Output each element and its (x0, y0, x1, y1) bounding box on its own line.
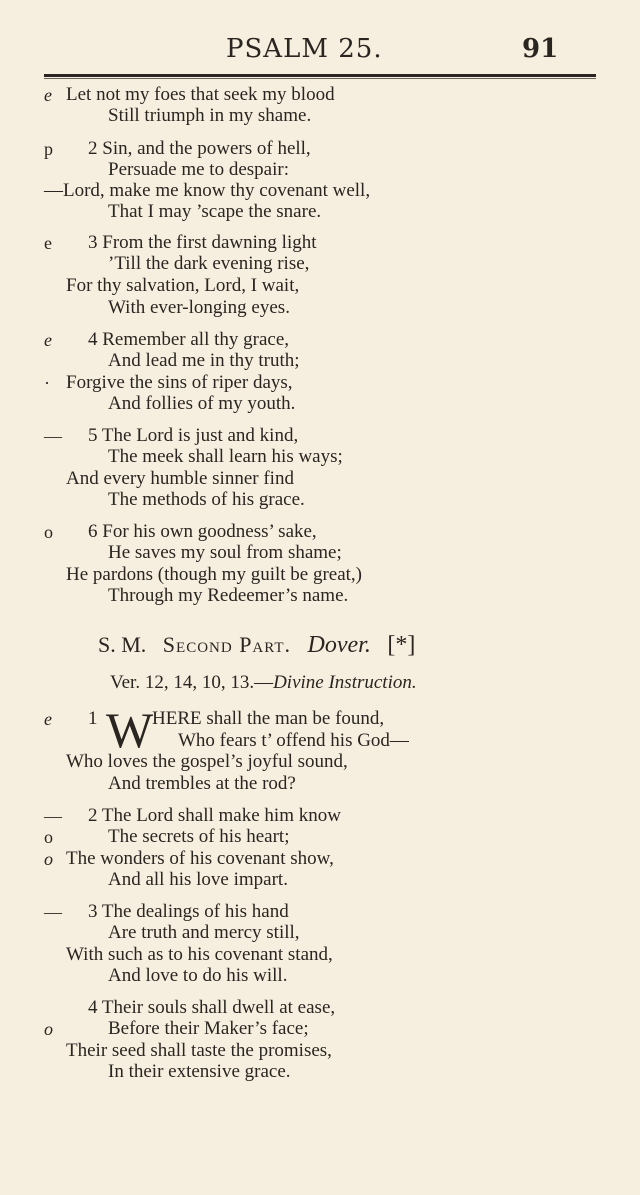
dynamics-mark: — (44, 806, 62, 826)
verse-line: With ever-longing eyes. (108, 297, 290, 318)
dynamics-mark: e (44, 85, 52, 105)
verse-number: 1 (88, 708, 98, 729)
tune-name: Dover. (307, 632, 371, 658)
verse-line: 4 Their souls shall dwell at ease, (88, 997, 336, 1018)
dynamics-mark: e (44, 330, 52, 350)
verse-line: Let not my foes that seek my blood (66, 84, 335, 105)
dynamics-mark: p (44, 139, 53, 159)
dynamics-mark: o (44, 849, 53, 869)
header-rule (44, 74, 596, 77)
verse-line: That I may ’scape the snare. (108, 201, 322, 222)
verse-line: —Lord, make me know thy covenant well, (44, 180, 371, 201)
dynamics-mark: o (44, 522, 53, 542)
verse-line: The methods of his grace. (108, 489, 305, 510)
meter: S. M. (98, 632, 147, 657)
verse-line: Still triumph in my shame. (108, 105, 312, 126)
verse-line: HERE shall the man be found, (152, 708, 385, 729)
verse-line: The secrets of his heart; (108, 826, 290, 847)
verse-line: He saves my soul from shame; (108, 542, 342, 563)
verse-line: Who loves the gospel’s joyful sound, (66, 751, 348, 772)
verse-line: 3 The dealings of his hand (88, 901, 289, 922)
part-title: Second Part. (162, 632, 292, 657)
psalm-title: PSALM 25. (226, 34, 383, 64)
verse-line: Forgive the sins of riper days, (66, 372, 293, 393)
verse-line: And follies of my youth. (108, 393, 296, 414)
dynamics-mark: e (44, 709, 52, 729)
verse-line: 2 The Lord shall make him know (88, 805, 341, 826)
verse-reference (110, 672, 417, 694)
verse-line: Through my Redeemer’s name. (108, 585, 349, 606)
verse-line: For thy salvation, Lord, I wait, (66, 275, 300, 296)
verse-line: Who fears t’ offend his God— (178, 730, 409, 751)
verse-line: And all his love impart. (108, 869, 288, 890)
verses-ref: Ver. 12, 14, 10, 13.— (110, 672, 274, 693)
verse-line: ’Till the dark evening rise, (108, 253, 310, 274)
verse-line: Are truth and mercy still, (108, 922, 300, 943)
subject: Divine Instruction. (273, 672, 417, 693)
header-rule-thin (44, 78, 596, 79)
verse-line: Persuade me to despair: (108, 159, 289, 180)
verse-line: He pardons (though my guilt be great,) (66, 564, 363, 585)
dynamics-mark: · (44, 373, 50, 393)
verse-line: And lead me in thy truth; (108, 350, 300, 371)
verse-line: Their seed shall taste the promises, (66, 1040, 332, 1061)
dynamics-mark: o (44, 1019, 53, 1039)
page-header (0, 34, 640, 70)
verse-line: Before their Maker’s face; (108, 1018, 309, 1039)
dynamics-mark: — (44, 426, 62, 446)
drop-cap: W (106, 702, 154, 758)
dynamics-mark: e (44, 233, 52, 253)
tune-mark: [*] (387, 632, 416, 658)
verse-line: The meek shall learn his ways; (108, 446, 343, 467)
verse-line: 3 From the first dawning light (88, 232, 317, 253)
verse-line: In their extensive grace. (108, 1061, 291, 1082)
verse-line: And love to do his will. (108, 965, 288, 986)
verse-line: With such as to his covenant stand, (66, 944, 333, 965)
verse-line: The wonders of his covenant show, (66, 848, 334, 869)
page-number: 91 (522, 34, 559, 64)
verse-line: 4 Remember all thy grace, (88, 329, 290, 350)
verse-line: And every humble sinner find (66, 468, 294, 489)
verse-line: 5 The Lord is just and kind, (88, 425, 299, 446)
dynamics-mark: — (44, 902, 62, 922)
verse-line: 2 Sin, and the powers of hell, (88, 138, 311, 159)
verse-line: 6 For his own goodness’ sake, (88, 521, 317, 542)
dynamics-mark: o (44, 827, 53, 847)
part-heading (98, 632, 415, 659)
verse-line: And trembles at the rod? (108, 773, 296, 794)
